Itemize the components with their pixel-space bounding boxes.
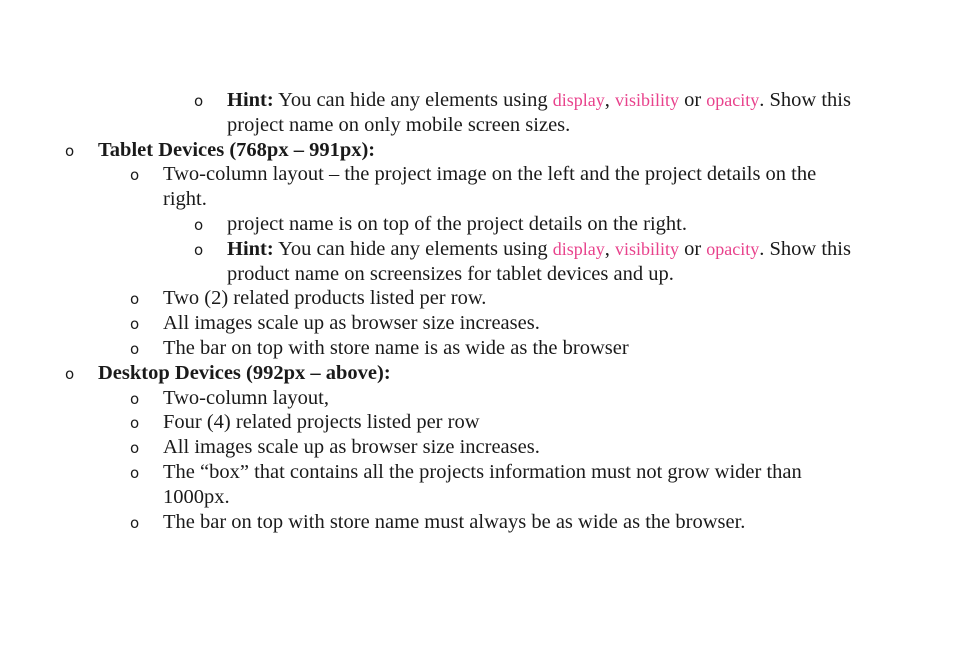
bullet-icon: o bbox=[65, 364, 75, 383]
hint-text: . Show this product name on screensizes for tablet devices and up. bbox=[227, 237, 851, 285]
separator: , bbox=[604, 89, 615, 111]
item-text: All images scale up as browser size increases. bbox=[163, 436, 540, 459]
list-item-tablet-heading bbox=[65, 138, 868, 163]
list-item-tablet-related bbox=[130, 286, 863, 311]
item-text: Four (4) related projects listed per row bbox=[163, 411, 480, 434]
list-item-desktop-bar bbox=[130, 510, 863, 535]
list-item-hint-mobile bbox=[194, 88, 867, 138]
list-item-desktop-two-column bbox=[130, 386, 863, 411]
bullet-icon: o bbox=[194, 240, 204, 259]
bullet-icon: o bbox=[130, 463, 140, 482]
code-visibility: visibility bbox=[614, 238, 679, 259]
list-item-desktop-images bbox=[130, 435, 863, 460]
bullet-icon: o bbox=[130, 389, 140, 408]
hint-text: You can hide any elements using bbox=[273, 89, 553, 111]
hint-text: . Show this project name on only mobile screen sizes. bbox=[227, 89, 851, 136]
bullet-icon: o bbox=[130, 166, 140, 185]
bullet-icon: o bbox=[130, 315, 140, 334]
separator: , bbox=[604, 237, 615, 260]
item-text: Two (2) related products listed per row. bbox=[163, 287, 487, 310]
code-opacity: opacity bbox=[706, 238, 760, 259]
bullet-icon: o bbox=[130, 290, 140, 309]
list-item-desktop-related bbox=[130, 410, 863, 435]
item-text: The “box” that contains all the projects information must not grow wider than 1000px. bbox=[163, 460, 802, 508]
list-item-tablet-images bbox=[130, 311, 863, 336]
section-heading-tablet: Tablet Devices (768px – 991px): bbox=[98, 138, 376, 161]
code-display: display bbox=[552, 238, 605, 259]
bullet-icon: o bbox=[65, 141, 75, 160]
bullet-icon: o bbox=[130, 513, 140, 532]
list-item-tablet-two-column bbox=[130, 162, 863, 212]
list-item-tablet-bar bbox=[130, 336, 863, 361]
item-text: All images scale up as browser size increases. bbox=[163, 312, 540, 335]
list-item-hint-tablet bbox=[194, 237, 867, 287]
bullet-icon: o bbox=[194, 92, 204, 110]
item-text: project name is on top of the project details on the right. bbox=[227, 212, 687, 235]
item-text: The bar on top with store name must always be as wide as the browser. bbox=[163, 510, 746, 533]
item-text: Two-column layout, bbox=[163, 386, 329, 409]
code-visibility: visibility bbox=[614, 90, 679, 110]
list-item-desktop-heading bbox=[65, 361, 868, 386]
list-item-desktop-box bbox=[130, 460, 863, 510]
hint-label: Hint: bbox=[227, 237, 274, 260]
document-body bbox=[0, 88, 960, 534]
separator: or bbox=[678, 89, 707, 111]
separator: or bbox=[678, 237, 707, 260]
code-opacity: opacity bbox=[706, 90, 760, 110]
item-text: Two-column layout – the project image on the left and the project details on the right. bbox=[163, 163, 817, 211]
bullet-icon: o bbox=[194, 215, 204, 234]
bullet-icon: o bbox=[130, 414, 140, 433]
bullet-icon: o bbox=[130, 439, 140, 458]
hint-text: You can hide any elements using bbox=[273, 237, 553, 260]
hint-label: Hint: bbox=[227, 89, 274, 111]
bullet-icon: o bbox=[130, 339, 140, 358]
item-text: The bar on top with store name is as wide as the browser bbox=[163, 336, 629, 359]
section-heading-desktop: Desktop Devices (992px – above): bbox=[98, 361, 391, 384]
code-display: display bbox=[552, 90, 605, 110]
list-item-tablet-project-name bbox=[194, 212, 867, 237]
